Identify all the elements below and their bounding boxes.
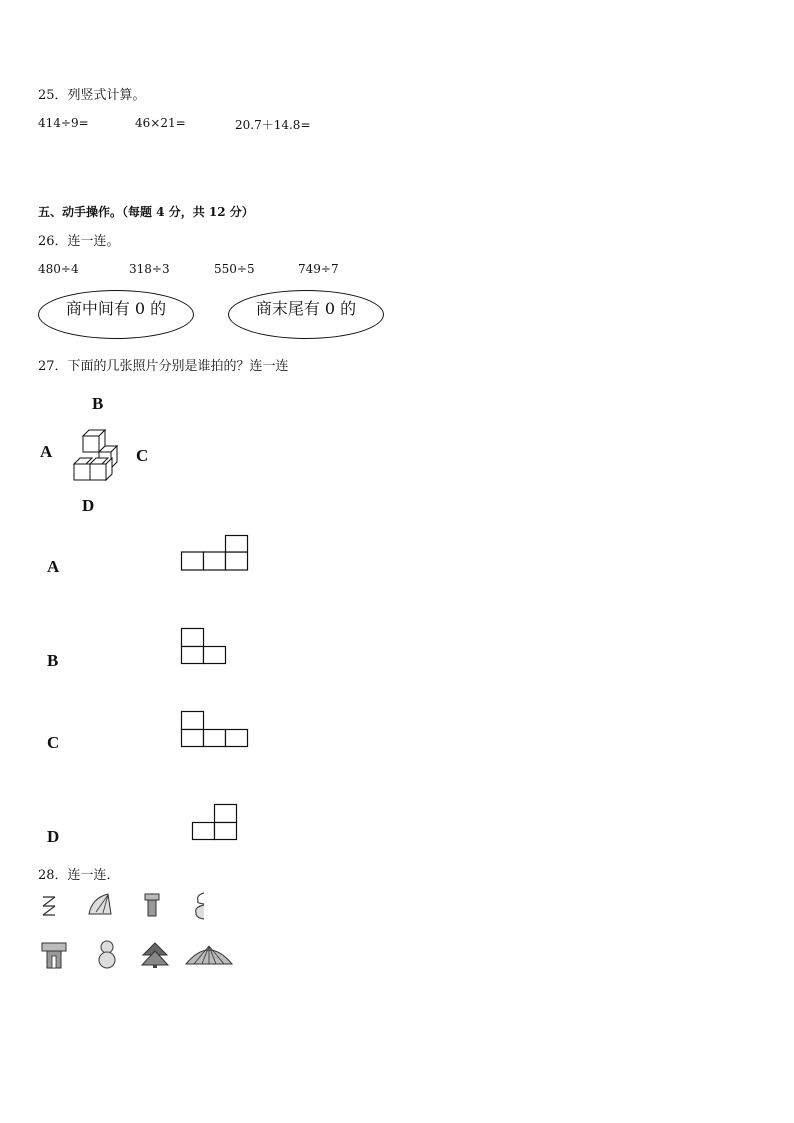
q26-expression-2: 318÷3 [129,262,170,276]
cube-stack-figure [70,428,122,484]
half-snowman-icon[interactable] [193,891,209,921]
photo-a-view [181,535,251,573]
photo-b-label: B [47,651,59,670]
q26-expression-1: 480÷4 [38,262,79,276]
photo-a-label: A [47,557,60,576]
house-icon[interactable] [40,940,68,970]
viewpoint-bottom-label: D [82,496,95,515]
ellipse-zero-end[interactable] [228,290,384,339]
tree-icon[interactable] [140,941,170,969]
q26-title: 26．连一连。 [38,234,120,249]
ellipse-zero-middle[interactable] [38,290,194,339]
q27-title: 27．下面的几张照片分别是谁拍的？连一连 [38,359,289,374]
q25-problem-3: 20.7＋14.8= [235,118,311,132]
q26-expression-3: 550÷5 [214,262,255,276]
half-house-icon[interactable] [143,891,163,919]
q25-problem-2: 46×21= [135,116,186,130]
ellipse-zero-middle-label: 商中间有 0 的 [65,299,167,318]
q26-expression-4: 749÷7 [298,262,339,276]
photo-d-label: D [47,827,60,846]
photo-d-view [192,804,240,842]
umbrella-icon[interactable] [184,942,234,968]
q25-title: 25．列竖式计算。 [38,88,146,103]
snowman-icon[interactable] [96,939,118,969]
section-title: 五、动手操作。（每题 4 分，共 12 分） [38,205,254,219]
ellipse-zero-end-label: 商末尾有 0 的 [255,299,357,318]
photo-c-label: C [47,733,60,752]
viewpoint-left-label: A [40,442,53,461]
q25-problem-1: 414÷9= [38,116,89,130]
viewpoint-top-label: B [92,394,104,413]
viewpoint-right-label: C [136,446,149,465]
half-umbrella-icon[interactable] [86,892,114,918]
half-shape-lightning-icon[interactable] [40,893,60,919]
q28-title: 28．连一连． [38,868,120,883]
photo-c-view [181,711,251,749]
photo-b-view [181,628,229,666]
